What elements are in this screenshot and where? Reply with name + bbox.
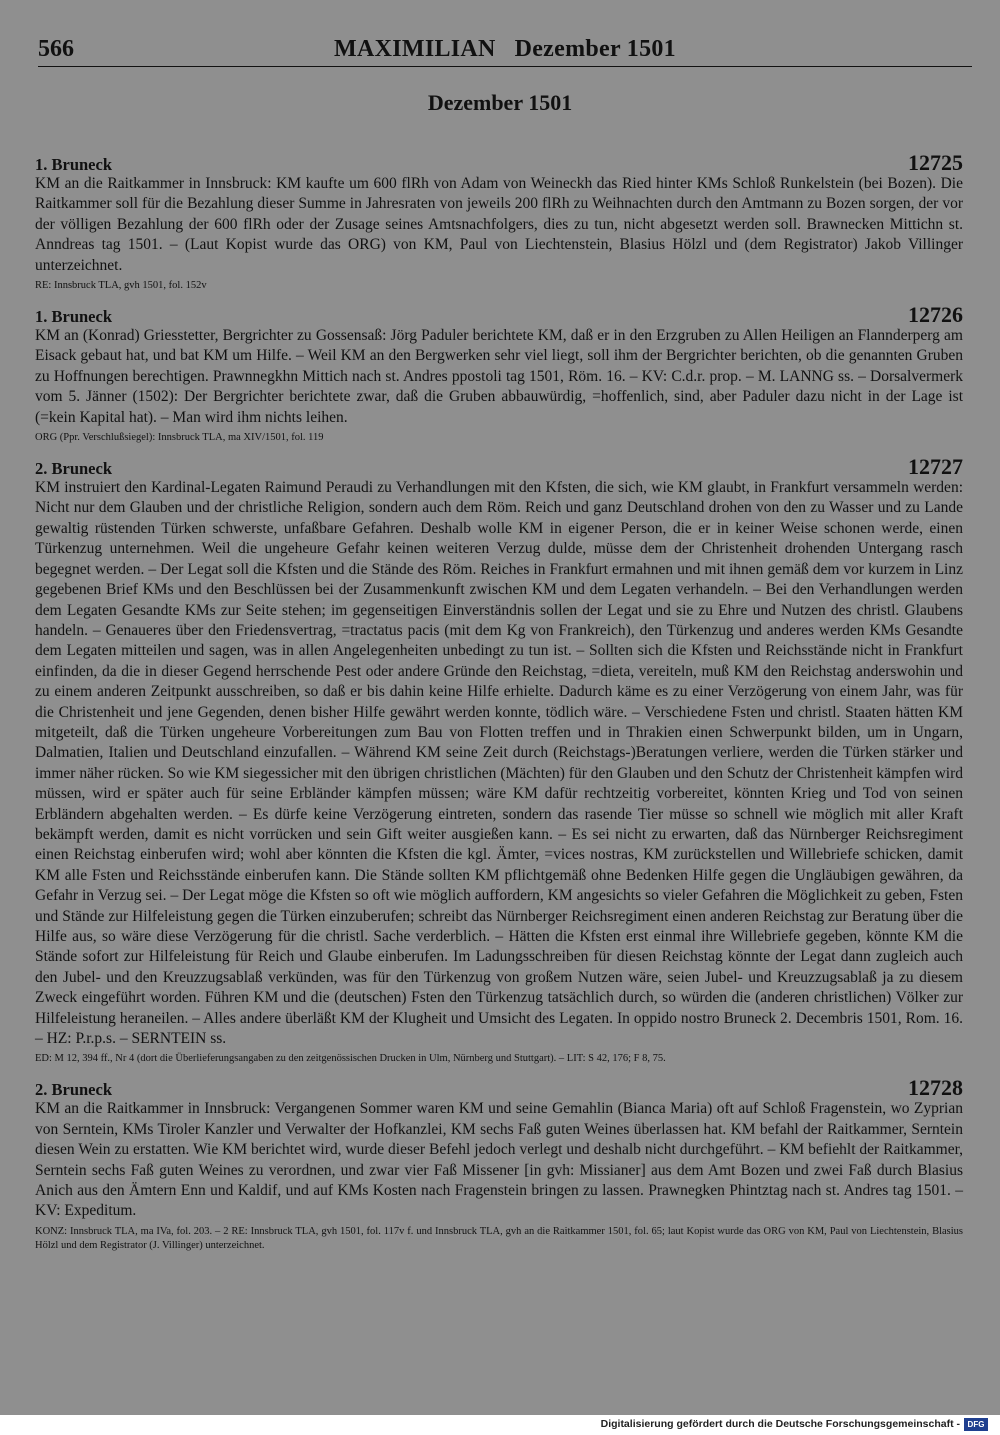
- entry-source: RE: Innsbruck TLA, gvh 1501, fol. 152v: [35, 280, 207, 292]
- entry-12727: [35, 456, 963, 1066]
- entry-body: KM an (Konrad) Griesstetter, Bergrichter zu Gossensaß: Jörg Paduler berichtete KM, daß er in den Erzgruben zu Allen Heiligen an Flannderperg am Eisack gebaut hat, und bat KM um Hilfe. – Weil KM an den Bergwerken sehr viel liegt, soll ihm der Bergrichter berichten, ob die genannten Gruben zu Hoffnungen berechtigen. Prawnnegkhn Mittich nach st. Andres ppostoli tag 1501, Röm. 16. – KV: C.d.r. prop. – M. LANNG ss. – Dorsalvermerk vom 5. Jänner (1502): Der Bergrichter berichtete zwar, daß die Gruben abbauwürdig, =hoffenlich, sind, aber Paduler dazu nicht in der Lage ist (=kein Kapital hat). – Man wird ihm nichts leihen.: [35, 327, 963, 426]
- entry-head: [35, 304, 963, 326]
- entry-12728: [35, 1077, 963, 1252]
- entry-number: 12726: [908, 302, 963, 328]
- month-heading: Dezember 1501: [427, 90, 573, 115]
- dfg-logo-icon: DFG: [964, 1418, 988, 1431]
- entry-number: 12728: [908, 1075, 963, 1101]
- entry-source: KONZ: Innsbruck TLA, ma IVa, fol. 203. – 2 RE: Innsbruck TLA, gvh 1501, fol. 117v f. und Innsbruck TLA, gvh an die Raitkammer 1501, fol. 65; laut Kopist wurde das ORG von KM, Paul von Liechtenstein, Blasius Hölzl und dem Registrator (J. Villinger) unterzeichnet.: [35, 1225, 963, 1251]
- entry-place: 1. Bruneck: [35, 155, 113, 174]
- entry-place: 2. Bruneck: [35, 1080, 113, 1100]
- entry-head: [35, 152, 963, 174]
- entry-number: 12727: [908, 454, 963, 480]
- running-head: [38, 36, 972, 67]
- footer-bar: [0, 1415, 1000, 1435]
- entry-list: [35, 152, 963, 1264]
- entry-12725: [35, 152, 963, 293]
- entry-head: [35, 456, 963, 478]
- funding-credit: Digitalisierung gefördert durch die Deutsche Forschungsgemeinschaft -: [600, 1418, 960, 1430]
- entry-number: 12725: [908, 150, 963, 175]
- entry-body: KM an die Raitkammer in Innsbruck: Vergangenen Sommer waren KM und seine Gemahlin (Bianca Maria) oft auf Schloß Fragenstein, wo Zyprian von Serntein, KMs Tiroler Kanzler und Verwalter der Hofkanzlei, KM sechs Faß guten Weines überlassen hat. KM befahl der Raitkammer, Serntein diesen Wein zu erstatten. Wie KM berichtet wird, wurde dieser Befehl jedoch verlegt und deshalb nicht durchgeführt. – KM befiehlt der Raitkammer, Serntein sechs Faß guten Weines zu verordnen, und zwar vier Faß Missener [in gvh: Missianer] aus dem Amt Bozen und zwei Faß durch Blasius Anich aus den Ämtern Enn und Kaldif, und auf KMs Kosten nach Fragenstein bringen zu lassen. Prawnegken Phintztag nach st. Andres tag 1501. – KV: Expeditum.: [35, 1100, 963, 1220]
- entry-body: KM an die Raitkammer in Innsbruck: KM kaufte um 600 flRh von Adam von Weineckh das Ried hinter KMs Schloß Runkelstein (bei Bozen). Die Raitkammer soll für die Bezahlung dieser Summe in Jahresraten von jeweils 200 flRh zu Weihnachten durch den Amtmann zu Bozen sorgen, der vor der völligen Bezahlung der 600 flRh oder der Zusage seines Amtsnachfolgers, dies zu tun, nicht abgesetzt werden soll. Brawnecken Mittichn st. Anndreas tag 1501. – (Laut Kopist wurde das ORG) von KM, Paul von Liechtenstein, Blasius Hölzl und (dem Registrator) Jakob Villinger unterzeichnet.: [35, 175, 963, 274]
- entry-body: KM instruiert den Kardinal-Legaten Raimund Peraudi zu Verhandlungen mit den Kfsten, die sich, wie KM glaubt, in Frankfurt versammeln werden: Nicht nur dem Glauben und der christliche Religion, sondern auch dem Röm. Reich und ganz Deutschland drohen von den zu Wasser und zu Lande gewaltig rüstenden Türken schwerste, unfaßbare Gefahren. Deshalb wolle KM in eigener Person, die er in keiner Weise schonen werde, einen Türkenzug unternehmen. Weil die ungeheure Gefahr keinen weiteren Verzug dulde, müsse dem der Christenheit drohenden Untergang rasch begegnet werden. – Der Legat soll die Kfsten und die Stände des Röm. Reiches in Frankfurt ermahnen und mit ihnen gemäß dem vor kurzem in Linz gegebenen Brief KMs und den Beschlüssen bei der Zusammenkunft zwischen KM und dem Legaten verhandeln. – Bei den Verhandlungen werden dem Legaten Gesandte KMs zur Seite stehen; im gegenseitigen Einverständnis sollen der Legat und sie zu Ehre und Nutzen des christl. Glaubens handeln. – Genaueres über den Friedensvertrag, =tractatus pacis (mit dem Kg von Frankreich), den Türkenzug und anderes werden KMs Gesandte dem Legaten mitteilen und sagen, was in allen Angelegenheiten unbedingt zu tun ist. – Sollten sich die Kfsten und Reichsstände nicht in Frankfurt einfinden, da die in dieser Gegend herrschende Pest oder andere Gründe den Reichstag, =dieta, vereiteln, muß KM den Reichstag anderswohin und zu einem anderen Zeitpunkt ausschreiben, so daß er bis dahin keine Hilfe erhielte. Dadurch käme es zu einer Verzögerung von einem Jahr, was für die Christenheit und jene Gegenden, denen bisher Hilfe gewährt werden konnte, tödlich wäre. – Verschiedene Fsten und christl. Staaten hätten KM mitgeteilt, daß die Türken ungeheure Vorbereitungen zum Bau von Flotten treffen und in Thrakien einen Schwerpunkt bilden, um in Ungarn, Dalmatien, Italien und Deutschland einzufallen. – Während KM seine Zeit durch (Reichstags-)Beratungen verliere, werden die Türken stärker und immer näher rücken. So wie KM siegessicher mit den übrigen christlichen (Mächten) für den Glauben und den Schutz der Christenheit kämpfen wird müssen, wird er später auch für seine Erbländer kämpfen müssen; wäre KM dafür rechtzeitig vorbereitet, könnten Krieg und Tod von seinen Erbländern abgehalten werden. – Es dürfe keine Verzögerung eintreten, sondern das rasende Tier müsse so schnell wie möglich mit aller Kraft bekämpft werden, damit es nicht vorrücken und sein Gift weiter ausgießen kann. – Es sei nicht zu erwarten, daß das Nürnberger Reichsregiment einen Reichstag einberufen wird; wohl aber könnten die Kfsten die kgl. Ämter, =vices nostras, KM zurückstellen und Willebriefe schicken, damit KM alle Fsten und Reichsstände einberufen kann. Die Stände sollten KM pflichtgemäß ohne Bedenken Hilfe gegen die Ungläubigen gewähren, da Gefahr in Verzug sei. – Der Legat möge die Kfsten so oft wie möglich auffordern, KM angesichts so vieler Gefahren die Möglichkeit zu geben, Fsten und Stände zur Hilfeleistung gegen die Türken einzuberufen; schreibt das Nürnberger Reichsregiment einen anderen Reichstag zur Beratung über die Hilfe aus, so wäre diese Verzögerung für die christl. Sache verderblich. – Hätten die Kfsten erst einmal ihre Willebriefe gegeben, könnte KM die Stände sofort zur Hilfeleistung für Reich und Glaube einberufen. Im Ladungsschreiben für diesen Reichstag könnte der Legat dann zugleich auch den Jubel- und den Kreuzzugsablaß verkünden, was für den Türkenzug von großem Nutzen wäre, seien Jubel- und Kreuzzugsablaß ja zu diesem Zweck eingeführt worden. Führen KM und die (deutschen) Fsten den Türkenzug tatsächlich durch, so würden die (anderen christlichen) Völker zur Hilfeleistung heraneilen. – Alles andere überläßt KM der Klugheit und Umsicht des Legaten. In oppido nostro Bruneck 2. Decembris 1501, Rom. 16. – HZ: P.r.p.s. – SERNTEIN ss.: [35, 479, 963, 1048]
- entry-place: 2. Bruneck: [35, 459, 113, 479]
- entry-place: 1. Bruneck: [35, 307, 113, 327]
- entry-source: ORG (Ppr. Verschlußsiegel): Innsbruck TLA, ma XIV/1501, fol. 119: [35, 432, 324, 444]
- entry-12726: [35, 304, 963, 445]
- entry-head: [35, 1077, 963, 1099]
- entry-source: ED: M 12, 394 ff., Nr 4 (dort die Überlieferungsangaben zu den zeitgenössischen Drucken in Ulm, Nürnberg und Stuttgart). – LIT: S 42, 176; F 8, 75.: [35, 1053, 666, 1065]
- page-number: 566: [38, 36, 74, 62]
- running-title: MAXIMILIAN Dezember 1501: [334, 36, 676, 62]
